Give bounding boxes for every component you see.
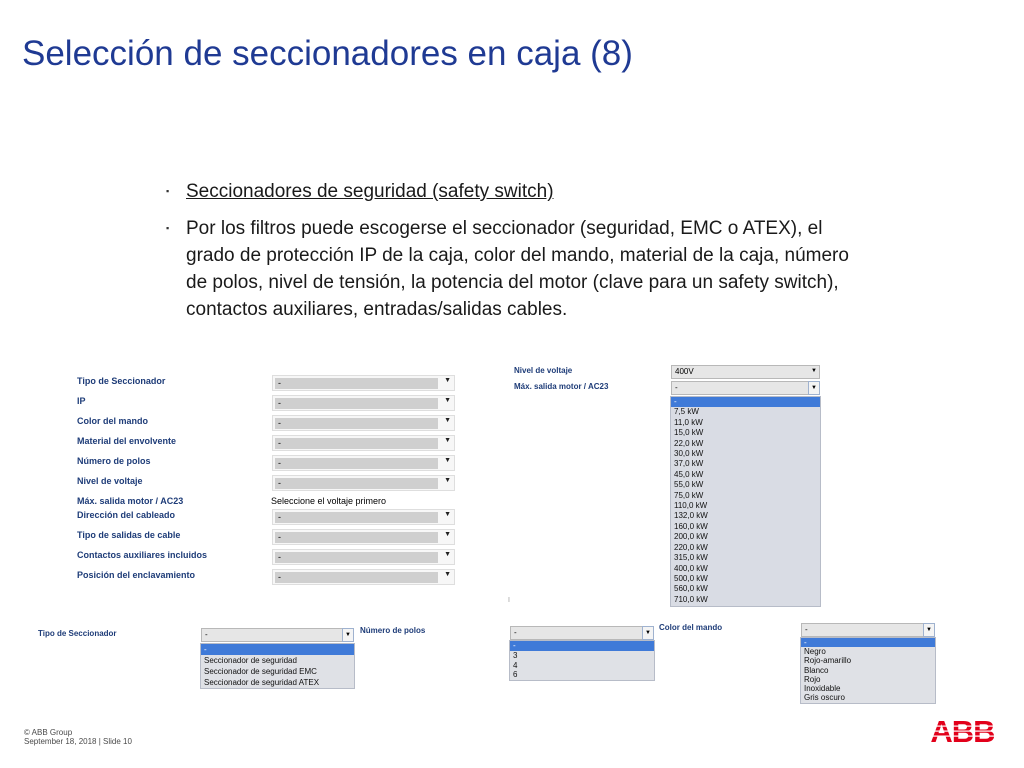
motor-option[interactable]: 7,5 kW (674, 407, 699, 417)
dropdown-arrow-icon: ▼ (444, 417, 451, 424)
select-posicion[interactable] (272, 569, 455, 585)
dropdown-arrow-icon: ▼ (444, 551, 451, 558)
select-value: - (275, 398, 438, 409)
color-options-list (800, 637, 936, 704)
bullet-list (166, 178, 866, 333)
motor-option[interactable]: 55,0 kW (674, 480, 704, 490)
motor-option[interactable]: 400,0 kW (674, 563, 708, 573)
label-posicion: Posición del enclavamiento (77, 570, 196, 580)
bullet-text: Seccionadores de seguridad (safety switch) (186, 181, 554, 202)
polos-select[interactable] (510, 626, 654, 640)
bullet-marker-icon: ▪ (166, 186, 170, 196)
label-max-salida: Máx. salida motor / AC23 (77, 496, 184, 506)
footer-date-slide: September 18, 2018 | Slide 10 (24, 737, 132, 746)
select-value: - (275, 512, 438, 523)
polos-options-list (509, 640, 655, 681)
dropdown-arrow-icon: ▼ (811, 368, 817, 374)
dropdown-arrow-icon[interactable]: ▼ (923, 623, 935, 637)
select-direccion[interactable] (272, 509, 455, 525)
motor-value: - (675, 383, 678, 392)
motor-option[interactable]: 160,0 kW (674, 521, 708, 531)
color-option[interactable]: Rojo-amarillo (804, 656, 852, 666)
color-option[interactable]: Gris oscuro (804, 693, 845, 703)
select-value: - (275, 438, 438, 449)
dropdown-arrow-icon: ▼ (444, 457, 451, 464)
motor-option[interactable]: 22,0 kW (674, 438, 704, 448)
abb-logo (927, 716, 998, 745)
label-nivel-voltaje: Nivel de voltaje (514, 366, 573, 375)
motor-option[interactable]: 200,0 kW (674, 532, 708, 542)
tipo-option[interactable]: Seccionador de seguridad ATEX (204, 678, 320, 687)
footer-copyright: © ABB Group (24, 728, 73, 737)
motor-hint-text: Seleccione el voltaje primero (271, 496, 387, 506)
motor-option[interactable]: 15,0 kW (674, 428, 704, 438)
label-numero-polos: Número de polos (360, 626, 426, 635)
dropdown-arrow-icon: ▼ (444, 437, 451, 444)
motor-option[interactable]: 45,0 kW (674, 469, 704, 479)
motor-option[interactable]: 11,0 kW (674, 417, 703, 427)
color-option[interactable]: - (801, 638, 935, 647)
motor-option[interactable]: 500,0 kW (674, 573, 708, 583)
select-value: - (275, 458, 438, 469)
select-material[interactable] (272, 435, 455, 451)
bullet-item (166, 178, 866, 205)
tipo-select[interactable] (201, 628, 354, 642)
slide-title: Selección de seccionadores en caja (8) (22, 34, 633, 73)
select-tipo-salidas[interactable] (272, 529, 455, 545)
select-numero-polos[interactable] (272, 455, 455, 471)
tipo-option[interactable]: Seccionador de seguridad EMC (204, 667, 317, 676)
select-color-mando[interactable] (272, 415, 455, 431)
select-ip[interactable] (272, 395, 455, 411)
motor-option[interactable]: - (671, 397, 820, 407)
motor-option[interactable]: 710,0 kW (674, 594, 708, 604)
label-contactos: Contactos auxiliares incluidos (77, 550, 208, 560)
select-value: - (275, 532, 438, 543)
motor-option[interactable]: 110,0 kW (674, 501, 708, 511)
footer (24, 728, 132, 746)
label-tipo-salidas: Tipo de salidas de cable (77, 530, 181, 540)
dropdown-arrow-icon: ▼ (444, 377, 451, 384)
select-value: - (275, 572, 438, 583)
dropdown-arrow-icon[interactable]: ▼ (342, 628, 354, 642)
tipo-option[interactable]: - (201, 644, 354, 655)
select-nivel-voltaje[interactable] (272, 475, 455, 491)
polos-option[interactable]: 4 (513, 660, 518, 670)
motor-options-list (670, 396, 821, 607)
label-color-mando: Color del mando (659, 623, 723, 632)
select-value: - (275, 552, 438, 563)
tipo-option[interactable]: Seccionador de seguridad (204, 656, 297, 665)
motor-option[interactable]: 132,0 kW (674, 511, 708, 521)
dropdown-arrow-icon: ▼ (444, 571, 451, 578)
color-option[interactable]: Inoxidable (804, 684, 841, 694)
motor-option[interactable]: 75,0 kW (674, 490, 704, 500)
color-option[interactable]: Blanco (804, 665, 829, 675)
select-contactos[interactable] (272, 549, 455, 565)
polos-option[interactable]: 3 (513, 650, 518, 660)
label-tipo-seccionador: Tipo de Seccionador (77, 376, 166, 386)
voltage-value: 400V (675, 367, 694, 376)
color-option[interactable]: Negro (804, 647, 826, 657)
motor-option[interactable]: 30,0 kW (674, 449, 704, 459)
bullet-text: Por los filtros puede escogerse el seccionador (seguridad, EMC o ATEX), el grado de protección IP de la caja, color del mando, material de la caja, número de polos, nivel de tensión, la potencia del motor (clave para un safety switch), contactos auxiliares, entradas/salidas cables. (186, 218, 849, 320)
label-numero-polos: Número de polos (77, 456, 151, 466)
label-tipo-seccionador: Tipo de Seccionador (38, 629, 117, 638)
motor-option[interactable]: 315,0 kW (674, 553, 708, 563)
color-select[interactable] (801, 623, 935, 637)
label-max-salida: Máx. salida motor / AC23 (514, 382, 609, 391)
dropdown-arrow-icon: ▼ (444, 511, 451, 518)
polos-option[interactable]: - (510, 641, 654, 651)
tipo-options-list (200, 643, 355, 689)
edge-mark: I (508, 597, 510, 604)
color-option[interactable]: Rojo (804, 674, 821, 684)
tipo-value: - (205, 630, 208, 639)
color-value: - (805, 625, 808, 634)
motor-option[interactable]: 560,0 kW (674, 584, 708, 594)
motor-option[interactable]: 37,0 kW (674, 459, 704, 469)
label-direccion: Dirección del cableado (77, 510, 176, 520)
dropdown-arrow-icon[interactable]: ▼ (808, 381, 820, 395)
motor-select[interactable] (671, 381, 820, 395)
label-ip: IP (77, 396, 86, 406)
voltage-select[interactable] (671, 365, 820, 379)
polos-option[interactable]: 6 (513, 670, 518, 680)
select-value: - (275, 478, 438, 489)
bullet-item (166, 215, 866, 323)
motor-option[interactable]: 220,0 kW (674, 542, 708, 552)
select-value: - (275, 418, 438, 429)
select-value: - (275, 378, 438, 389)
select-tipo-seccionador[interactable] (272, 375, 455, 391)
dropdown-arrow-icon[interactable]: ▼ (642, 626, 654, 640)
polos-value: - (514, 628, 517, 637)
dropdown-arrow-icon: ▼ (444, 477, 451, 484)
dropdown-arrow-icon: ▼ (444, 531, 451, 538)
label-material: Material del envolvente (77, 436, 177, 446)
dropdown-arrow-icon: ▼ (444, 397, 451, 404)
label-nivel-voltaje: Nivel de voltaje (77, 476, 143, 486)
bullet-marker-icon: ▪ (166, 223, 170, 233)
label-color-mando: Color del mando (77, 416, 149, 426)
